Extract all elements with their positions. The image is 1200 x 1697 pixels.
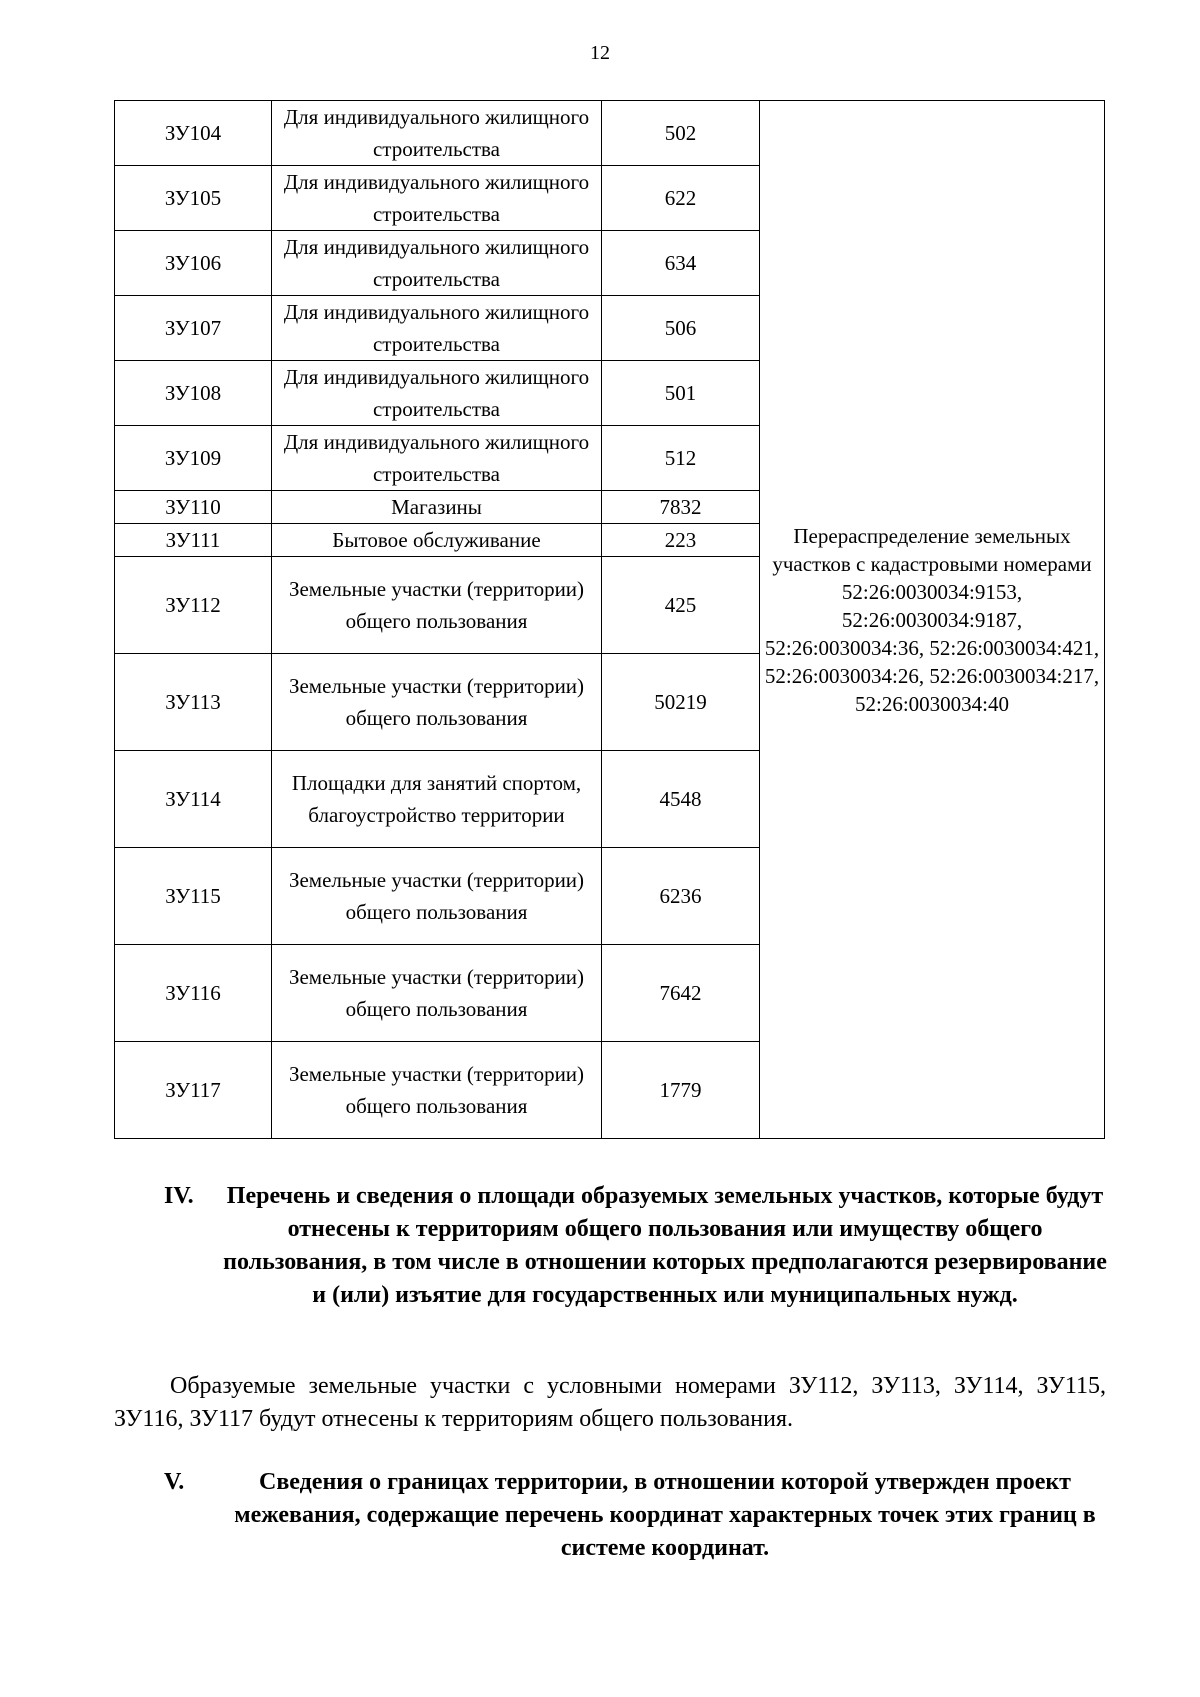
- area-cell: 506: [602, 296, 760, 361]
- section-number: IV.: [164, 1183, 194, 1209]
- plot-id-cell: ЗУ115: [115, 848, 272, 945]
- table-row: [115, 101, 1105, 166]
- plot-id-cell: ЗУ117: [115, 1042, 272, 1139]
- area-cell: 502: [602, 101, 760, 166]
- permitted-use-cell: Земельные участки (территории) общего пользования: [272, 945, 602, 1042]
- permitted-use-cell: Земельные участки (территории) общего пользования: [272, 1042, 602, 1139]
- plot-id-cell: ЗУ107: [115, 296, 272, 361]
- permitted-use-cell: Для индивидуального жилищного строительства: [272, 426, 602, 491]
- plot-id-cell: ЗУ112: [115, 557, 272, 654]
- plot-id-cell: ЗУ105: [115, 166, 272, 231]
- plot-id-cell: ЗУ106: [115, 231, 272, 296]
- permitted-use-cell: Для индивидуального жилищного строительства: [272, 101, 602, 166]
- section-4-heading: [160, 1180, 1110, 1312]
- area-cell: 501: [602, 361, 760, 426]
- section-number: V.: [164, 1469, 185, 1495]
- plot-id-cell: ЗУ116: [115, 945, 272, 1042]
- area-cell: 6236: [602, 848, 760, 945]
- permitted-use-cell: Земельные участки (территории) общего пользования: [272, 848, 602, 945]
- permitted-use-cell: Магазины: [272, 491, 602, 524]
- page-number: 12: [590, 42, 610, 64]
- area-cell: 512: [602, 426, 760, 491]
- area-cell: 7642: [602, 945, 760, 1042]
- section-5-heading: [160, 1466, 1110, 1565]
- section-title: Перечень и сведения о площади образуемых земельных участков, которые будут отнесены к территориям общего пользования или имуществу общего пользования, в том числе в отношении которых предполагаются резервирование и (или) изъятие для государственных или муниципальных нужд.: [223, 1183, 1107, 1308]
- permitted-use-cell: Для индивидуального жилищного строительства: [272, 296, 602, 361]
- formation-method-cell: Перераспределение земельных участков с кадастровыми номерами 52:26:0030034:9153, 52:26:0030034:9187, 52:26:0030034:36, 52:26:0030034:421, 52:26:0030034:26, 52:26:0030034:217, 52:26:0030034:40: [760, 101, 1105, 1139]
- section-title: Сведения о границах территории, в отношении которой утвержден проект межевания, содержащие перечень координат характерных точек этих границ в системе координат.: [234, 1469, 1096, 1561]
- permitted-use-cell: Земельные участки (территории) общего пользования: [272, 557, 602, 654]
- area-cell: 50219: [602, 654, 760, 751]
- area-cell: 425: [602, 557, 760, 654]
- land-plots-table: [114, 100, 1105, 1139]
- area-cell: 223: [602, 524, 760, 557]
- permitted-use-cell: Для индивидуального жилищного строительства: [272, 361, 602, 426]
- plot-id-cell: ЗУ114: [115, 751, 272, 848]
- plot-id-cell: ЗУ108: [115, 361, 272, 426]
- area-cell: 4548: [602, 751, 760, 848]
- section-4-paragraph: Образуемые земельные участки с условными номерами ЗУ112, ЗУ113, ЗУ114, ЗУ115, ЗУ116, ЗУ117 будут отнесены к территориям общего пользования.: [114, 1373, 1106, 1432]
- plot-id-cell: ЗУ111: [115, 524, 272, 557]
- permitted-use-cell: Для индивидуального жилищного строительства: [272, 231, 602, 296]
- plot-id-cell: ЗУ104: [115, 101, 272, 166]
- area-cell: 622: [602, 166, 760, 231]
- permitted-use-cell: Бытовое обслуживание: [272, 524, 602, 557]
- permitted-use-cell: Площадки для занятий спортом, благоустройство территории: [272, 751, 602, 848]
- area-cell: 7832: [602, 491, 760, 524]
- permitted-use-cell: Земельные участки (территории) общего пользования: [272, 654, 602, 751]
- plot-id-cell: ЗУ109: [115, 426, 272, 491]
- permitted-use-cell: Для индивидуального жилищного строительства: [272, 166, 602, 231]
- area-cell: 634: [602, 231, 760, 296]
- plot-id-cell: ЗУ110: [115, 491, 272, 524]
- area-cell: 1779: [602, 1042, 760, 1139]
- plot-id-cell: ЗУ113: [115, 654, 272, 751]
